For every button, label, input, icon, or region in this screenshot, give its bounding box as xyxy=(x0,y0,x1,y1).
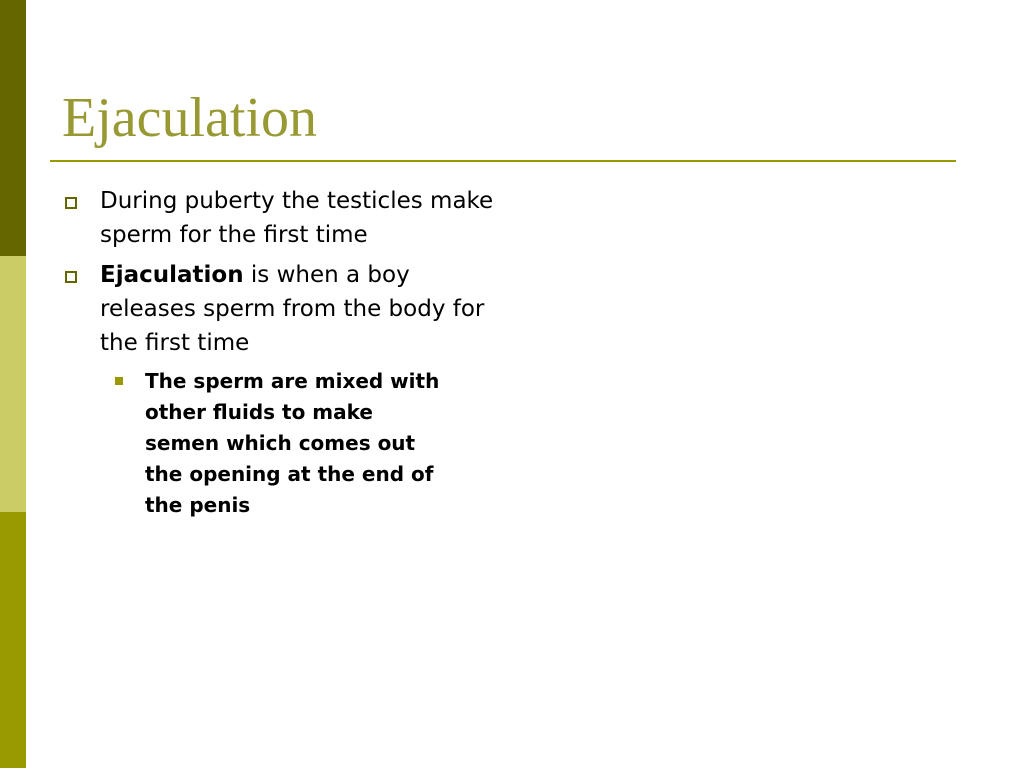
side-bar-top xyxy=(0,0,26,256)
bullet-text: During puberty the testicles make sperm for the first time xyxy=(100,188,494,248)
title-underline xyxy=(50,160,956,162)
bullet-bold-lead: Ejaculation xyxy=(100,262,244,288)
sub-bullet-item xyxy=(100,366,445,521)
slide-content xyxy=(62,184,502,521)
side-bar-middle xyxy=(0,256,26,512)
filled-square-bullet-icon xyxy=(115,377,123,385)
bullet-item xyxy=(62,184,502,252)
sub-bullet-text: The sperm are mixed with other fluids to make semen which comes out the opening at the end of the penis xyxy=(145,369,440,517)
bullet-item xyxy=(62,258,502,360)
hollow-square-bullet-icon xyxy=(65,271,77,283)
slide-title: Ejaculation xyxy=(62,87,318,149)
bullet-text: is when a boy releases sperm from the body for the first time xyxy=(100,262,485,356)
hollow-square-bullet-icon xyxy=(65,197,77,209)
side-bar-bottom xyxy=(0,512,26,768)
